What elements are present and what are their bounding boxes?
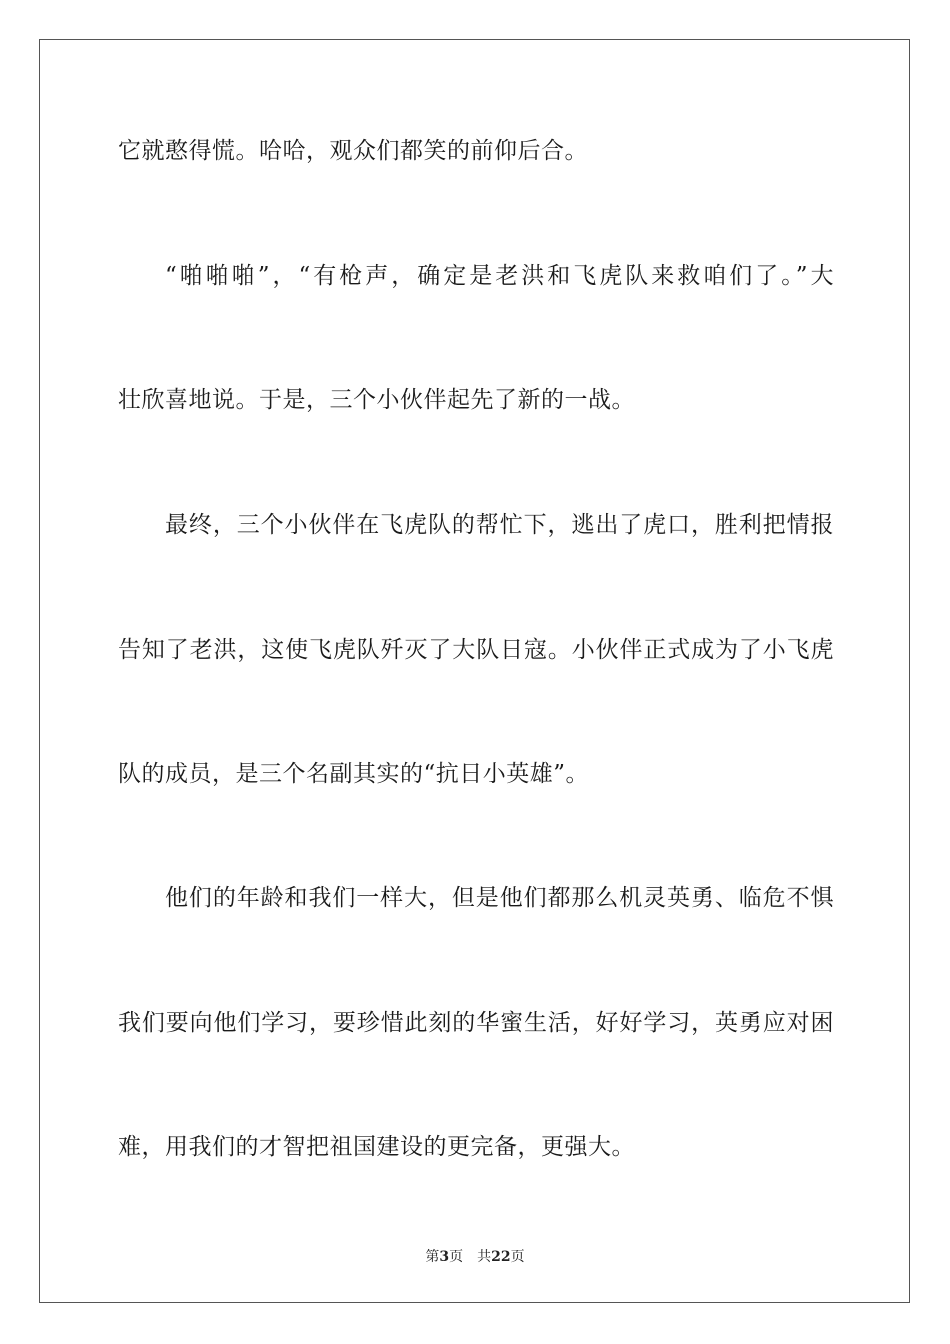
paragraph-line-6: 队的成员，是三个名副其实的“抗日小英雄”。	[118, 761, 590, 787]
paragraph-line-4: 最终，三个小伙伴在飞虎队的帮忙下，逃出了虎口，胜利把情报	[165, 512, 834, 538]
paragraph-line-8: 我们要向他们学习，要珍惜此刻的华蜜生活，好好学习，英勇应对困	[118, 1010, 834, 1036]
paragraph-line-9: 难，用我们的才智把祖国建设的更完备，更强大。	[118, 1134, 635, 1160]
footer-total-prefix: 共	[477, 1249, 492, 1265]
paragraph-line-3: 壮欣喜地说。于是，三个小伙伴起先了新的一战。	[118, 387, 635, 413]
paragraph-line-5: 告知了老洪，这使飞虎队歼灭了大队日寇。小伙伴正式成为了小飞虎	[118, 637, 834, 663]
paragraph-line-7: 他们的年龄和我们一样大，但是他们都那么机灵英勇、临危不惧	[165, 885, 834, 911]
footer-total-suffix: 页	[510, 1249, 525, 1265]
paragraph-line-2: “啪啪啪”，“有枪声，确定是老洪和飞虎队来救咱们了。”大	[165, 263, 834, 289]
page-footer	[0, 1248, 950, 1266]
footer-page-suffix: 页	[449, 1249, 464, 1265]
paragraph-line-1: 它就憨得慌。哈哈，观众们都笑的前仰后合。	[118, 138, 588, 164]
footer-page-prefix: 第	[425, 1249, 440, 1265]
footer-total-pages: 22	[491, 1249, 511, 1265]
page-border	[39, 39, 910, 1303]
footer-page-number: 3	[439, 1249, 450, 1265]
